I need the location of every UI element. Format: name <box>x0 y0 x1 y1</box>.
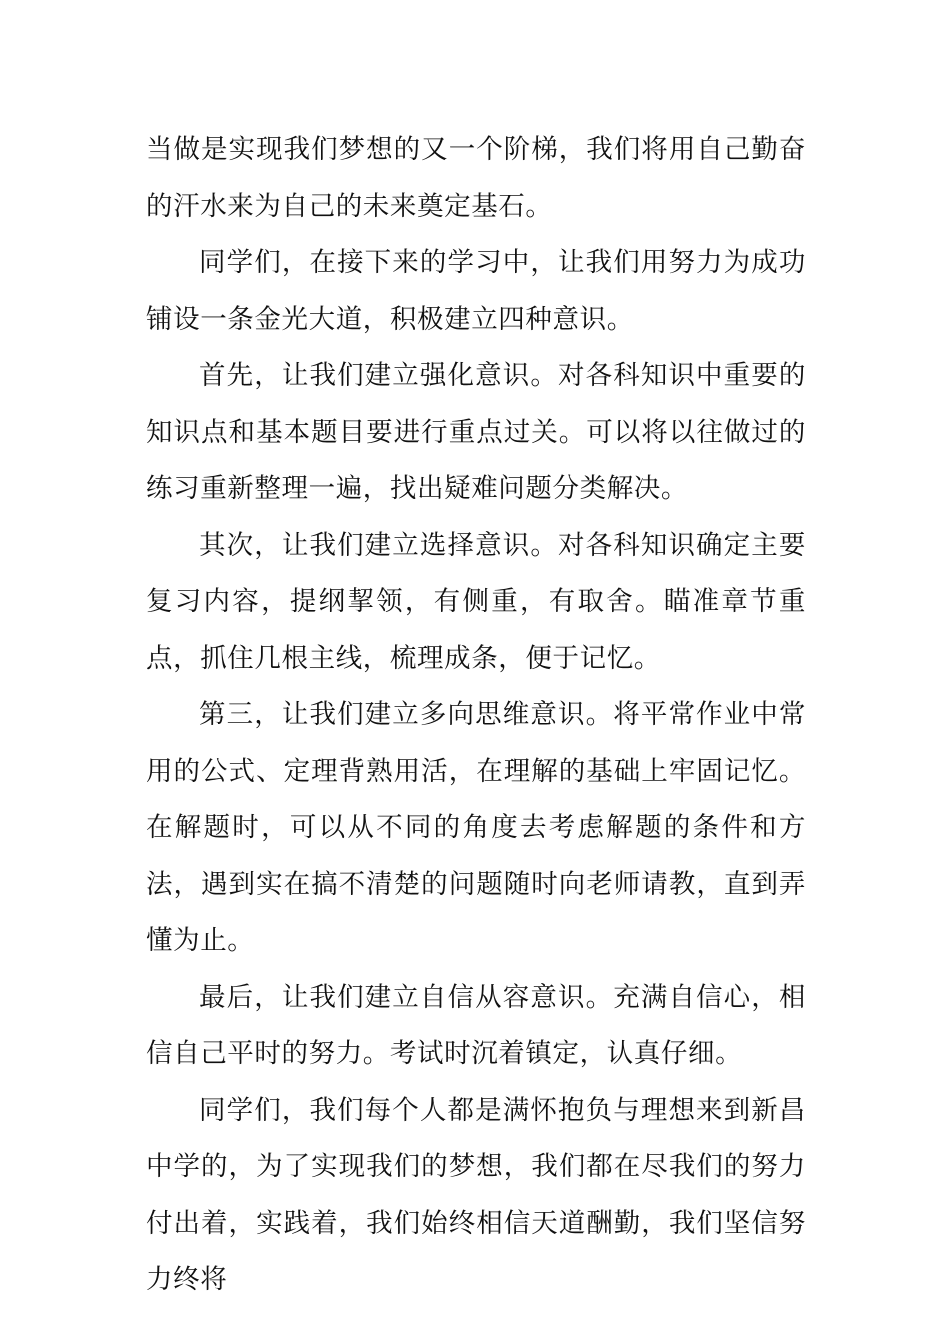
paragraph-4: 其次，让我们建立选择意识。对各科知识确定主要复习内容，提纲挈领，有侧重，有取舍。瞄准章节重点，抓住几根主线，梳理成条，便于记忆。 <box>146 529 806 674</box>
paragraph-5: 第三，让我们建立多向思维意识。将平常作业中常用的公式、定理背熟用活，在理解的基础上牢固记忆。在解题时，可以从不同的角度去考虑解题的条件和方法，遇到实在搞不清楚的问题随时向老师请教，直到弄懂为止。 <box>146 699 806 956</box>
document-page <box>146 122 806 1309</box>
paragraph-1: 当做是实现我们梦想的又一个阶梯，我们将用自己勤奋的汗水来为自己的未来奠定基石。 <box>146 134 806 222</box>
paragraph-2: 同学们，在接下来的学习中，让我们用努力为成功铺设一条金光大道，积极建立四种意识。 <box>146 247 806 335</box>
paragraph-3: 首先，让我们建立强化意识。对各科知识中重要的知识点和基本题目要进行重点过关。可以将以往做过的练习重新整理一遍，找出疑难问题分类解决。 <box>146 360 806 504</box>
paragraph-6: 最后，让我们建立自信从容意识。充满自信心，相信自己平时的努力。考试时沉着镇定，认真仔细。 <box>146 981 806 1069</box>
paragraph-7: 同学们，我们每个人都是满怀抱负与理想来到新昌中学的，为了实现我们的梦想，我们都在尽我们的努力付出着，实践着，我们始终相信天道酬勤，我们坚信努力终将 <box>146 1094 806 1295</box>
